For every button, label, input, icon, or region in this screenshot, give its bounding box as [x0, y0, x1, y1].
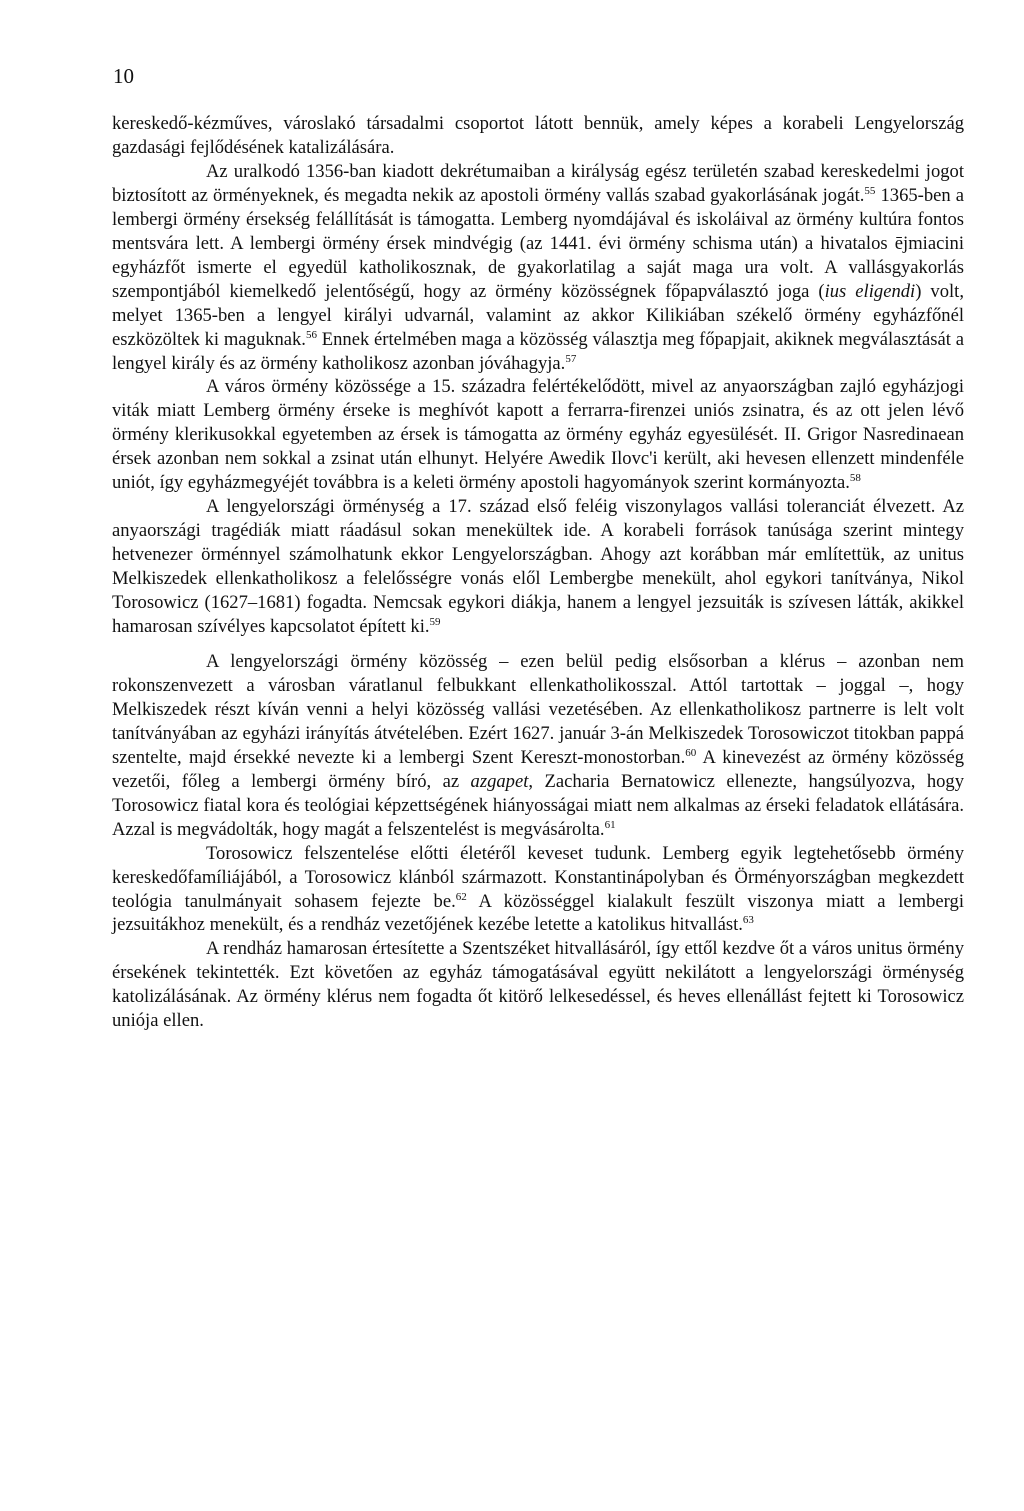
footnote-ref: 59: [429, 616, 441, 629]
footnote-ref: 58: [849, 472, 861, 485]
page-number: 10: [113, 64, 134, 88]
footnote-ref: 62: [455, 890, 467, 903]
text-body: [112, 112, 964, 1033]
footnote-ref: 63: [742, 914, 754, 927]
footnote-ref: 55: [864, 184, 876, 197]
italic-term: azgapet: [470, 770, 529, 792]
paragraph: Torosowicz felszentelése előtti életéről keveset tudunk. Lemberg egyik legtehetősebb örmény kereskedőfamíliájából, a Torosowicz klánból származott. Konstantinápolyban és Örményországban megkezdett teológia tanulmányait sohasem fejezte be.$^{62}$ A közösséggel kialakult feszült viszonya miatt a lembergi jezsuitákhoz menekült, és a rendház vezetőjének kezébe letette a katolikus hitvallást.$^{63}$: [112, 842, 964, 936]
footnote-ref: 57: [565, 352, 577, 365]
paragraph: A lengyelországi örménység a 17. század első feléig viszonylagos vallási toleranciát élvezett. Az anyaországi tragédiák miatt ráadásul sokan menekültek ide. A korabeli források tanúsága szerint mintegy hetvenezer örménnyel számolhatunk ekkor Lengyelországban. Ahogy azt korábban már említettük, az unitus Melkiszedek ellenkatholikosz a felelősségre vonás elől Lembergbe menekült, ahol egykori tanítványa, Nikol Torosowicz (1627–1681) fogadta. Nemcsak egykori diákja, hanem a lengyel jezsuiták is szívesen látták, akikkel hamarosan szívélyes kapcsolatot épített ki.$^{59}$: [112, 496, 964, 638]
footnote-ref: 56: [305, 328, 317, 341]
footnote-ref: 60: [685, 746, 697, 759]
paragraph: A lengyelországi örmény közösség – ezen belül pedig elsősorban a klérus – azonban nem rokonszenvezett a városban váratlanul felbukkant ellenkatholikosszal. Attól tartottak – joggal –, hogy Melkiszedek részt kíván venni a helyi közösség vallási vezetésében. Az ellenkatholikosz partnerre is lelt volt tanítványában az egyházi irányítás átvételében. Ezért 1627. január 3-án Melkiszedek Torosowiczot titokban pappá szentelte, majd érsekké nevezte ki a lembergi Szent Kereszt-monostorban.$^{60}$ A kinevezést az örmény közösség vezetői, főleg a lembergi örmény bíró, az azgapet, Zacharia Bernatowicz ellenezte, hangsúlyozva, hogy Torosowicz fiatal kora és teológiai képzettségének hiányosságai miatt nem alkalmas az érseki feladatok ellátására. Azzal is megvádolták, hogy magát a felszentelést is megvásárolta.$^{61}$: [112, 650, 965, 840]
paragraph: kereskedő-kézműves, városlakó társadalmi csoportot látott bennük, amely képes a korabeli Lengyelország gazdasági fejlődésének katalizálására.: [112, 113, 964, 158]
footnote-ref: 61: [604, 818, 616, 831]
paragraph: Az uralkodó 1356-ban kiadott dekrétumaiban a királyság egész területén szabad kereskedelmi jogot biztosított az örményeknek, és megadta nekik az apostoli örmény vallás szabad gyakorlásának jogát.$^{55}$ 1365-ben a lembergi örmény érsekség felállítását is támogatta. Lemberg nyomdájával és iskoláival az örmény kultúra fontos mentsvára lett. A lembergi örmény érsek mindvégig (az 1441. évi örmény schisma után) a hivatalos ējmiacini egyházfőt ismerte el egyedül katholikosznak, de gyakorlatilag a saját maga ura volt. A vallásgyakorlás szempontjából kiemelkedő jelentőségű, hogy az örmény közösségnek főpapválasztó joga (ius eligendi) volt, melyet 1365-ben a lengyel királyi udvarnál, valamint az akkor Kilikiában székelő örmény egyházfőnél eszközöltek ki maguknak.$^{56}$ Ennek értelmében maga a közösség választja meg főpapjait, akiknek megválasztását a lengyel király és az örmény katholikosz azonban jóváhagyja.$^{57}$: [112, 160, 964, 374]
paragraph: A rendház hamarosan értesítette a Szentszéket hitvallásáról, így ettől kezdve őt a város unitus örmény érsekének tekintették. Ezt követően az egyház támogatásával együtt nekilátott a lengyelországi örménység katolizálásának. Az örmény klérus nem fogadta őt kitörő lelkesedéssel, és heves ellenállást fejtett ki Torosowicz uniója ellen.: [112, 938, 964, 1032]
italic-term: ius eligendi: [824, 280, 916, 302]
paragraph: A város örmény közössége a 15. századra felértékelődött, mivel az anyaországban zajló egyházjogi viták miatt Lemberg örmény érseke is meghívót kapott a ferrarra-firenzei uniós zsinatra, és az ott jelen lévő örmény klerikusokkal egyetemben az érsek is támogatta az örmény egyház egyesülését. II. Grigor Nasredinaean érsek azonban nem sokkal a zsinat után elhunyt. Helyére Awedik Ilovc'i került, aki hevesen ellenzett mindenféle uniót, így egyházmegyéjét továbbra is a keleti örmény apostoli hagyományok szerint kormányozta.$^{58}$: [112, 376, 964, 494]
